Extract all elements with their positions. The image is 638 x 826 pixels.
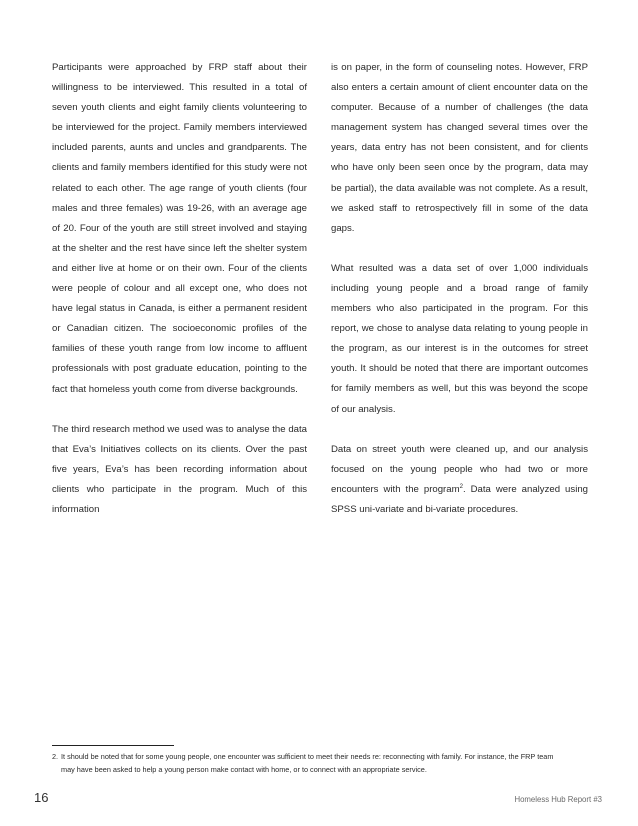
report-title-footer: Homeless Hub Report #3 xyxy=(514,795,602,804)
analysis-text-start: Data on street youth were cleaned up, and our analysis focused on the young people who had two or more encounters with the program xyxy=(331,443,588,495)
footnote-number: 2. xyxy=(52,752,59,761)
footnote xyxy=(52,751,590,776)
paragraph-participants: Participants were approached by FRP staff about their willingness to be interviewed. This resulted in a total of seven youth clients and eight family clients volunteering to be interviewed for the project. Family members interviewed included parents, aunts and uncles and grandparents. The clients and family members identified for this study were not related to each other. The age range of youth clients (four males and three females) was 19-26, with an average age of 20. Four of the youth are still street involved and staying at the shelter and the rest have since left the shelter system and either live at home or on their own. Four of the clients were people of colour and all except one, who does not have legal status in Canada, is either a permanent resident or Canadian citizen. The socioeconomic profiles of the families of these youth range from low income to affluent professionals with post graduate education, pointing to the fact that homeless youth come from diverse backgrounds. xyxy=(52,62,307,395)
footnote-line-2: may have been asked to help a young person make contact with home, or to connect with an appropriate service. xyxy=(61,764,427,774)
footnote-line-1: It should be noted that for some young people, one encounter was sufficient to meet their needs re: reconnecting with family. For instance, the FRP team xyxy=(61,752,554,761)
left-column xyxy=(52,58,307,540)
footnote-divider xyxy=(52,745,174,746)
paragraph-data-set: What resulted was a data set of over 1,000 individuals including young people and a broad range of family members who also participated in the program. For this report, we chose to analyse data relating to young people in the program, as our interest is in the outcomes for street youth. It should be noted that there are important outcomes for family members as well, but this was beyond the scope of our analysis. xyxy=(331,262,588,415)
paragraph-paper-records: is on paper, in the form of counseling notes. However, FRP also enters a certain amount of client encounter data on the computer. Because of a number of challenges (the data management system has changed several times over the years, data entry has not been consistent, and for clients who have only been seen once by the program, data may be partial), the data available was not complete. As a result, we asked staff to retrospectively fill in some of the data gaps. xyxy=(331,62,588,234)
paragraph-analysis xyxy=(331,440,588,520)
footnote-reference[interactable]: 2 xyxy=(459,483,463,490)
page-number: 16 xyxy=(34,790,49,805)
analysis-text-end: . Data were analyzed using SPSS uni-variate and bi-variate procedures. xyxy=(331,483,588,515)
paragraph-research-method: The third research method we used was to analyse the data that Eva’s Initiatives collects on its clients. Over the past five years, Eva’s has been recording information about clients who participate in the program. Much of this information xyxy=(52,423,307,515)
right-column xyxy=(331,58,588,540)
